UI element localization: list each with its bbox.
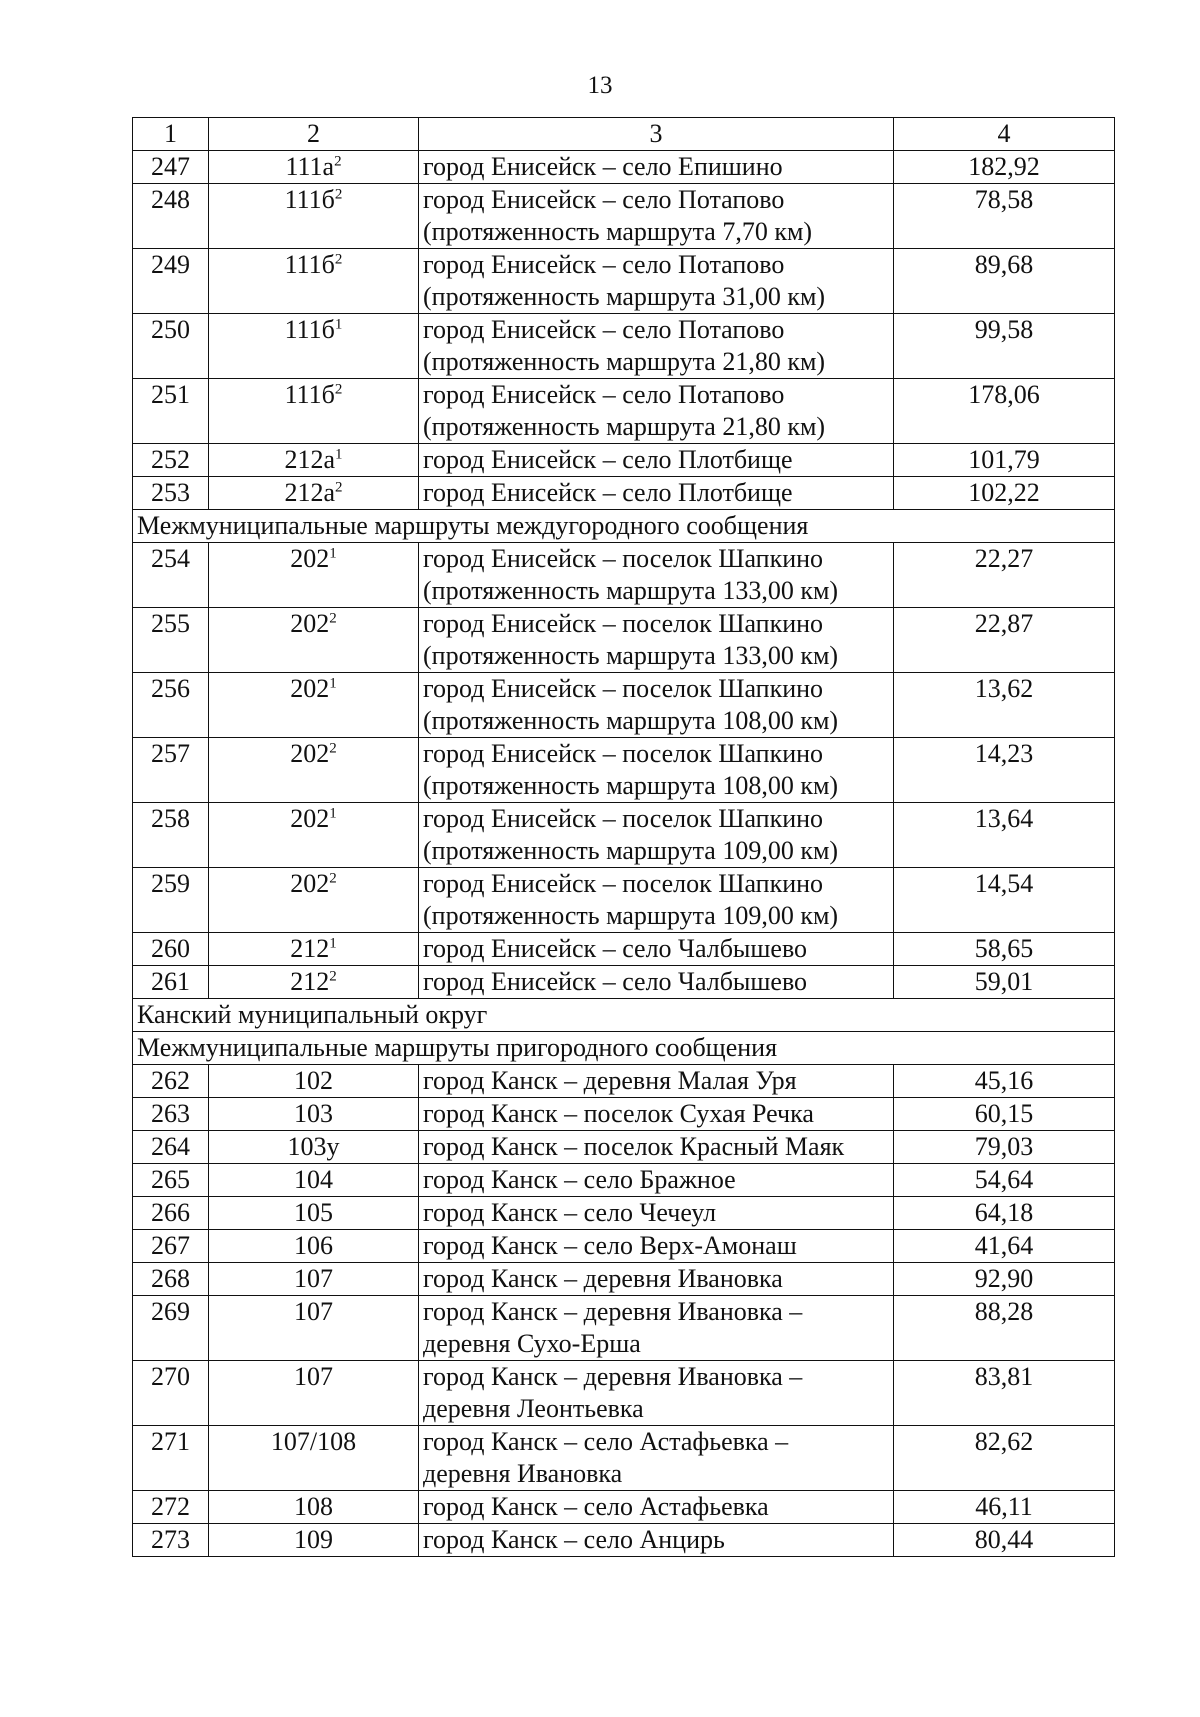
row-number: 250: [133, 314, 209, 379]
row-number: 267: [133, 1230, 209, 1263]
row-number: 262: [133, 1065, 209, 1098]
route-value: 99,58: [894, 314, 1115, 379]
route-code-text: 212: [290, 934, 330, 963]
route-value: 88,28: [894, 1296, 1115, 1361]
route-line: город Канск – поселок Сухая Речка: [423, 1099, 814, 1128]
table-row: [133, 379, 1115, 444]
route-description: [419, 1296, 894, 1361]
table-row: [133, 1230, 1115, 1263]
route-description: [419, 933, 894, 966]
route-code: [209, 314, 419, 379]
route-code: [209, 673, 419, 738]
route-description: [419, 673, 894, 738]
table-row: [133, 803, 1115, 868]
route-code-superscript: 1: [329, 805, 337, 822]
route-code: [209, 379, 419, 444]
route-line: город Канск – село Астафьевка: [423, 1492, 769, 1521]
route-value: 89,68: [894, 249, 1115, 314]
route-value: 79,03: [894, 1131, 1115, 1164]
table-row: [133, 543, 1115, 608]
route-description: [419, 314, 894, 379]
route-line: деревня Сухо-Ерша: [423, 1329, 641, 1358]
route-value: 54,64: [894, 1164, 1115, 1197]
route-line: (протяженность маршрута 133,00 км): [423, 576, 839, 605]
table-row: [133, 608, 1115, 673]
route-description: [419, 1065, 894, 1098]
route-value: 102,22: [894, 477, 1115, 510]
section-title: Межмуниципальные маршруты междугородного сообщения: [133, 510, 1115, 543]
route-value: 82,62: [894, 1426, 1115, 1491]
route-line: город Енисейск – поселок Шапкино: [423, 674, 824, 703]
route-code-superscript: 1: [329, 545, 337, 562]
section-title: Межмуниципальные маршруты пригородного сообщения: [133, 1032, 1115, 1065]
route-line: город Енисейск – поселок Шапкино: [423, 544, 824, 573]
page-number: 13: [587, 72, 613, 99]
route-description: [419, 1098, 894, 1131]
row-number: 263: [133, 1098, 209, 1131]
route-description: [419, 966, 894, 999]
route-line: город Енисейск – поселок Шапкино: [423, 804, 824, 833]
route-line: город Енисейск – село Потапово: [423, 185, 785, 214]
route-code-text: 103: [294, 1099, 333, 1128]
route-code: [209, 543, 419, 608]
route-line: (протяженность маршрута 21,80 км): [423, 347, 826, 376]
table-row: [133, 738, 1115, 803]
routes-table: [132, 117, 1115, 1557]
route-code-text: 111б: [284, 380, 335, 409]
route-line: город Канск – поселок Красный Маяк: [423, 1132, 845, 1161]
route-description: [419, 1524, 894, 1557]
row-number: 258: [133, 803, 209, 868]
table-row: [133, 868, 1115, 933]
route-code: [209, 803, 419, 868]
table-row: [133, 249, 1115, 314]
route-line: (протяженность маршрута 108,00 км): [423, 771, 839, 800]
table-row: [133, 1164, 1115, 1197]
route-code: [209, 868, 419, 933]
route-line: (протяженность маршрута 133,00 км): [423, 641, 839, 670]
route-code-text: 107: [294, 1297, 333, 1326]
row-number: 271: [133, 1426, 209, 1491]
route-line: (протяженность маршрута 108,00 км): [423, 706, 839, 735]
route-code-text: 202: [290, 869, 330, 898]
row-number: 265: [133, 1164, 209, 1197]
route-code-text: 106: [294, 1231, 333, 1260]
route-code-text: 202: [290, 609, 330, 638]
route-line: город Енисейск – поселок Шапкино: [423, 739, 824, 768]
route-description: [419, 738, 894, 803]
route-value: 80,44: [894, 1524, 1115, 1557]
route-code-superscript: 1: [329, 675, 337, 692]
table-row: [133, 314, 1115, 379]
route-code: [209, 1131, 419, 1164]
route-code: [209, 966, 419, 999]
table-row: [133, 1263, 1115, 1296]
route-code-superscript: 2: [329, 740, 337, 757]
route-code-superscript: 2: [329, 870, 337, 887]
table-row: [133, 184, 1115, 249]
table-row: [133, 933, 1115, 966]
route-description: [419, 151, 894, 184]
route-value: 182,92: [894, 151, 1115, 184]
header-col-1: 1: [133, 118, 209, 151]
route-code-text: 202: [290, 674, 330, 703]
route-value: 45,16: [894, 1065, 1115, 1098]
route-line: деревня Леонтьевка: [423, 1394, 644, 1423]
route-line: деревня Ивановка: [423, 1459, 623, 1488]
route-code-text: 111б: [284, 185, 335, 214]
route-code-text: 103у: [287, 1132, 340, 1161]
row-number: 255: [133, 608, 209, 673]
section-row: [133, 999, 1115, 1032]
route-description: [419, 249, 894, 314]
route-code-superscript: 2: [334, 251, 343, 268]
route-line: город Канск – деревня Малая Уря: [423, 1066, 797, 1095]
route-code: [209, 151, 419, 184]
header-col-4: 4: [894, 118, 1115, 151]
route-code-text: 202: [290, 544, 330, 573]
row-number: 261: [133, 966, 209, 999]
route-description: [419, 184, 894, 249]
route-description: [419, 1263, 894, 1296]
section-row: [133, 510, 1115, 543]
route-code-text: 107/108: [270, 1427, 357, 1456]
route-code-text: 202: [290, 804, 330, 833]
route-description: [419, 1491, 894, 1524]
route-value: 178,06: [894, 379, 1115, 444]
route-line: (протяженность маршрута 109,00 км): [423, 901, 839, 930]
route-code-text: 111б: [284, 250, 335, 279]
route-code: [209, 1296, 419, 1361]
route-value: 64,18: [894, 1197, 1115, 1230]
route-code: [209, 1065, 419, 1098]
route-value: 22,27: [894, 543, 1115, 608]
route-line: (протяженность маршрута 21,80 км): [423, 412, 826, 441]
route-line: город Енисейск – село Потапово: [423, 315, 785, 344]
route-line: город Енисейск – село Потапово: [423, 380, 785, 409]
table-row: [133, 1098, 1115, 1131]
table-row: [133, 1296, 1115, 1361]
route-code: [209, 1164, 419, 1197]
route-value: 22,87: [894, 608, 1115, 673]
route-line: (протяженность маршрута 7,70 км): [423, 217, 813, 246]
route-line: город Енисейск – село Чалбышево: [423, 934, 808, 963]
header-col-2: 2: [209, 118, 419, 151]
route-line: город Канск – село Анцирь: [423, 1525, 725, 1554]
route-line: город Енисейск – поселок Шапкино: [423, 869, 824, 898]
route-value: 41,64: [894, 1230, 1115, 1263]
route-code-superscript: 2: [334, 153, 342, 170]
route-description: [419, 1164, 894, 1197]
row-number: 270: [133, 1361, 209, 1426]
row-number: 254: [133, 543, 209, 608]
header-col-3: 3: [419, 118, 894, 151]
route-code-superscript: 2: [334, 186, 343, 203]
row-number: 266: [133, 1197, 209, 1230]
route-line: город Канск – село Астафьевка –: [423, 1427, 789, 1456]
route-value: 78,58: [894, 184, 1115, 249]
row-number: 253: [133, 477, 209, 510]
route-description: [419, 1131, 894, 1164]
route-code-text: 107: [294, 1264, 333, 1293]
route-line: (протяженность маршрута 109,00 км): [423, 836, 839, 865]
route-code-superscript: 1: [335, 446, 343, 463]
route-line: город Енисейск – село Потапово: [423, 250, 785, 279]
route-line: город Канск – деревня Ивановка –: [423, 1362, 803, 1391]
route-code-superscript: 2: [329, 968, 337, 985]
route-value: 58,65: [894, 933, 1115, 966]
table-body: [133, 151, 1115, 1557]
route-description: [419, 477, 894, 510]
row-number: 260: [133, 933, 209, 966]
table-row: [133, 1491, 1115, 1524]
route-description: [419, 608, 894, 673]
table-row: [133, 477, 1115, 510]
row-number: 248: [133, 184, 209, 249]
table-row: [133, 1197, 1115, 1230]
route-line: город Енисейск – село Епишино: [423, 152, 783, 181]
route-line: город Енисейск – село Чалбышево: [423, 967, 808, 996]
route-code-text: 102: [294, 1066, 333, 1095]
route-code-superscript: 2: [329, 610, 337, 627]
route-code: [209, 1524, 419, 1557]
route-code: [209, 477, 419, 510]
route-line: город Канск – село Чечеул: [423, 1198, 717, 1227]
section-row: [133, 1032, 1115, 1065]
route-value: 83,81: [894, 1361, 1115, 1426]
route-description: [419, 1361, 894, 1426]
row-number: 273: [133, 1524, 209, 1557]
route-description: [419, 1426, 894, 1491]
route-description: [419, 379, 894, 444]
row-number: 268: [133, 1263, 209, 1296]
table-row: [133, 151, 1115, 184]
route-line: (протяженность маршрута 31,00 км): [423, 282, 826, 311]
row-number: 252: [133, 444, 209, 477]
route-code: [209, 1426, 419, 1491]
route-code: [209, 608, 419, 673]
route-value: 101,79: [894, 444, 1115, 477]
table-row: [133, 1426, 1115, 1491]
route-line: город Канск – село Бражное: [423, 1165, 736, 1194]
row-number: 264: [133, 1131, 209, 1164]
row-number: 249: [133, 249, 209, 314]
route-value: 13,64: [894, 803, 1115, 868]
route-code-text: 202: [290, 739, 330, 768]
route-value: 46,11: [894, 1491, 1115, 1524]
route-code: [209, 1263, 419, 1296]
header-row: [133, 118, 1115, 151]
route-line: город Енисейск – поселок Шапкино: [423, 609, 824, 638]
route-description: [419, 543, 894, 608]
route-description: [419, 444, 894, 477]
route-code: [209, 249, 419, 314]
route-description: [419, 1230, 894, 1263]
route-value: 13,62: [894, 673, 1115, 738]
route-value: 59,01: [894, 966, 1115, 999]
route-code-superscript: 2: [335, 479, 343, 496]
row-number: 272: [133, 1491, 209, 1524]
route-value: 92,90: [894, 1263, 1115, 1296]
table-row: [133, 966, 1115, 999]
row-number: 256: [133, 673, 209, 738]
route-code-superscript: 1: [329, 935, 337, 952]
route-code: [209, 1491, 419, 1524]
route-code: [209, 933, 419, 966]
row-number: 269: [133, 1296, 209, 1361]
route-code: [209, 1098, 419, 1131]
route-code: [209, 184, 419, 249]
table-row: [133, 673, 1115, 738]
table-row: [133, 1065, 1115, 1098]
table-row: [133, 1524, 1115, 1557]
route-line: город Канск – деревня Ивановка –: [423, 1297, 803, 1326]
route-code-superscript: 1: [334, 316, 343, 333]
route-code-text: 111а: [285, 152, 335, 181]
route-code-text: 212а: [284, 445, 336, 474]
route-value: 14,54: [894, 868, 1115, 933]
section-title: Канский муниципальный округ: [133, 999, 1115, 1032]
route-code-text: 107: [294, 1362, 333, 1391]
route-code: [209, 1361, 419, 1426]
route-code-superscript: 2: [334, 381, 343, 398]
row-number: 251: [133, 379, 209, 444]
route-line: город Енисейск – село Плотбище: [423, 445, 793, 474]
route-description: [419, 1197, 894, 1230]
route-code: [209, 1230, 419, 1263]
route-code-text: 109: [294, 1525, 333, 1554]
route-code: [209, 1197, 419, 1230]
row-number: 247: [133, 151, 209, 184]
route-code: [209, 444, 419, 477]
route-code-text: 104: [294, 1165, 333, 1194]
table-row: [133, 1131, 1115, 1164]
route-code-text: 111б: [284, 315, 335, 344]
route-value: 60,15: [894, 1098, 1115, 1131]
route-code-text: 212а: [284, 478, 336, 507]
route-code: [209, 738, 419, 803]
route-code-text: 105: [294, 1198, 333, 1227]
row-number: 259: [133, 868, 209, 933]
route-code-text: 108: [294, 1492, 333, 1521]
table-row: [133, 444, 1115, 477]
route-code-text: 212: [290, 967, 330, 996]
route-line: город Енисейск – село Плотбище: [423, 478, 793, 507]
route-value: 14,23: [894, 738, 1115, 803]
route-line: город Канск – деревня Ивановка: [423, 1264, 783, 1293]
route-description: [419, 803, 894, 868]
route-description: [419, 868, 894, 933]
row-number: 257: [133, 738, 209, 803]
route-line: город Канск – село Верх-Амонаш: [423, 1231, 797, 1260]
table-row: [133, 1361, 1115, 1426]
